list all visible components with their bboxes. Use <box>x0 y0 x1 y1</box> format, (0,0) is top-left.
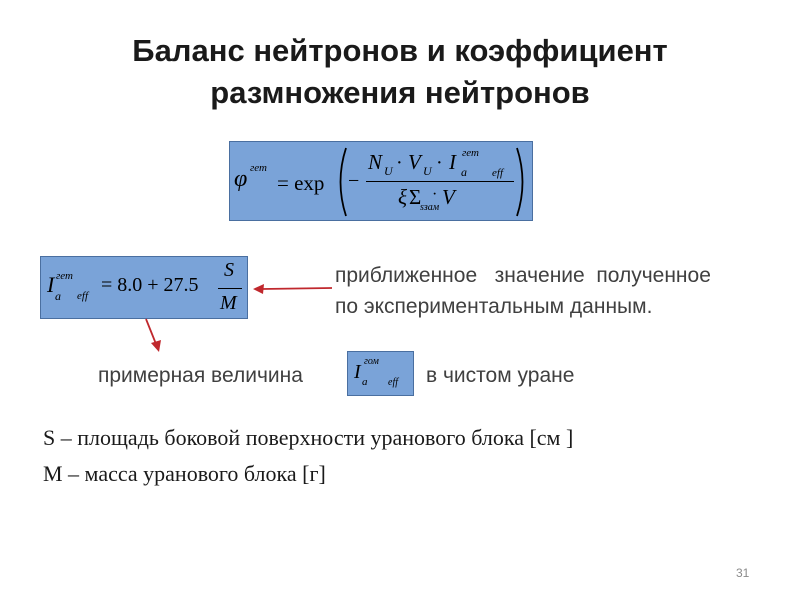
phi-superscript: гет <box>250 162 267 174</box>
example-I-sub-eff: eff <box>388 377 398 388</box>
num-V: V <box>408 150 421 174</box>
example-after: в чистом уране <box>426 364 575 387</box>
approx-frac-den: M <box>220 292 237 314</box>
example-I: I <box>354 361 361 383</box>
num-I-sub-eff: eff <box>492 167 503 179</box>
page-number: 31 <box>736 566 750 580</box>
note-line-2: по экспериментальным данным. <box>335 295 653 318</box>
num-V-sub: U <box>423 164 432 178</box>
definition-s: S – площадь боковой поверхности уранового блока [см ] <box>43 425 574 450</box>
approx-I-sup: гет <box>56 270 73 282</box>
arrow-down-icon <box>140 316 164 356</box>
arrow-to-approx-icon <box>250 280 334 296</box>
approx-I-sub-a: a <box>55 289 61 303</box>
num-N-sub: U <box>384 164 393 178</box>
den-xi: ξ <box>398 185 407 209</box>
right-paren-icon <box>515 146 529 218</box>
example-I-sub-a: a <box>362 376 368 388</box>
approx-I: I <box>47 272 55 297</box>
approx-I-sub-eff: eff <box>77 290 88 302</box>
phi-symbol: φ <box>234 166 248 192</box>
slide-title <box>0 30 800 114</box>
approx-fraction-bar <box>218 288 242 289</box>
title-line-2: размножения нейтронов <box>210 75 590 110</box>
num-I-sup: гет <box>462 147 479 159</box>
example-I-sup: гом <box>364 356 379 367</box>
example-formula-box <box>347 351 414 396</box>
title-line-1: Баланс нейтронов и коэффициент <box>132 33 668 68</box>
den-sigma: Σ <box>409 185 422 209</box>
note-line-1: приближенное значение полученное <box>335 264 711 287</box>
num-I: I <box>449 150 456 174</box>
left-paren-icon <box>334 146 348 218</box>
num-dot-1: · <box>396 152 403 174</box>
den-V: V <box>442 185 455 209</box>
approx-frac-num: S <box>224 259 234 281</box>
definition-m: М – масса уранового блока [г] <box>43 461 326 486</box>
fraction-bar <box>366 181 514 182</box>
num-I-sub-a: a <box>461 165 467 179</box>
approx-formula-box <box>40 256 248 319</box>
eq-exp: = exp <box>277 171 325 195</box>
num-dot-2: · <box>436 152 443 174</box>
den-sigma-sub: sзам <box>420 202 440 213</box>
approx-rhs: = 8.0 + 27.5 <box>101 274 199 296</box>
example-before: примерная величина <box>98 364 303 387</box>
num-N: N <box>368 150 383 174</box>
den-dot: · <box>432 186 438 203</box>
main-formula-box <box>229 141 533 221</box>
minus-sign: − <box>348 170 360 192</box>
